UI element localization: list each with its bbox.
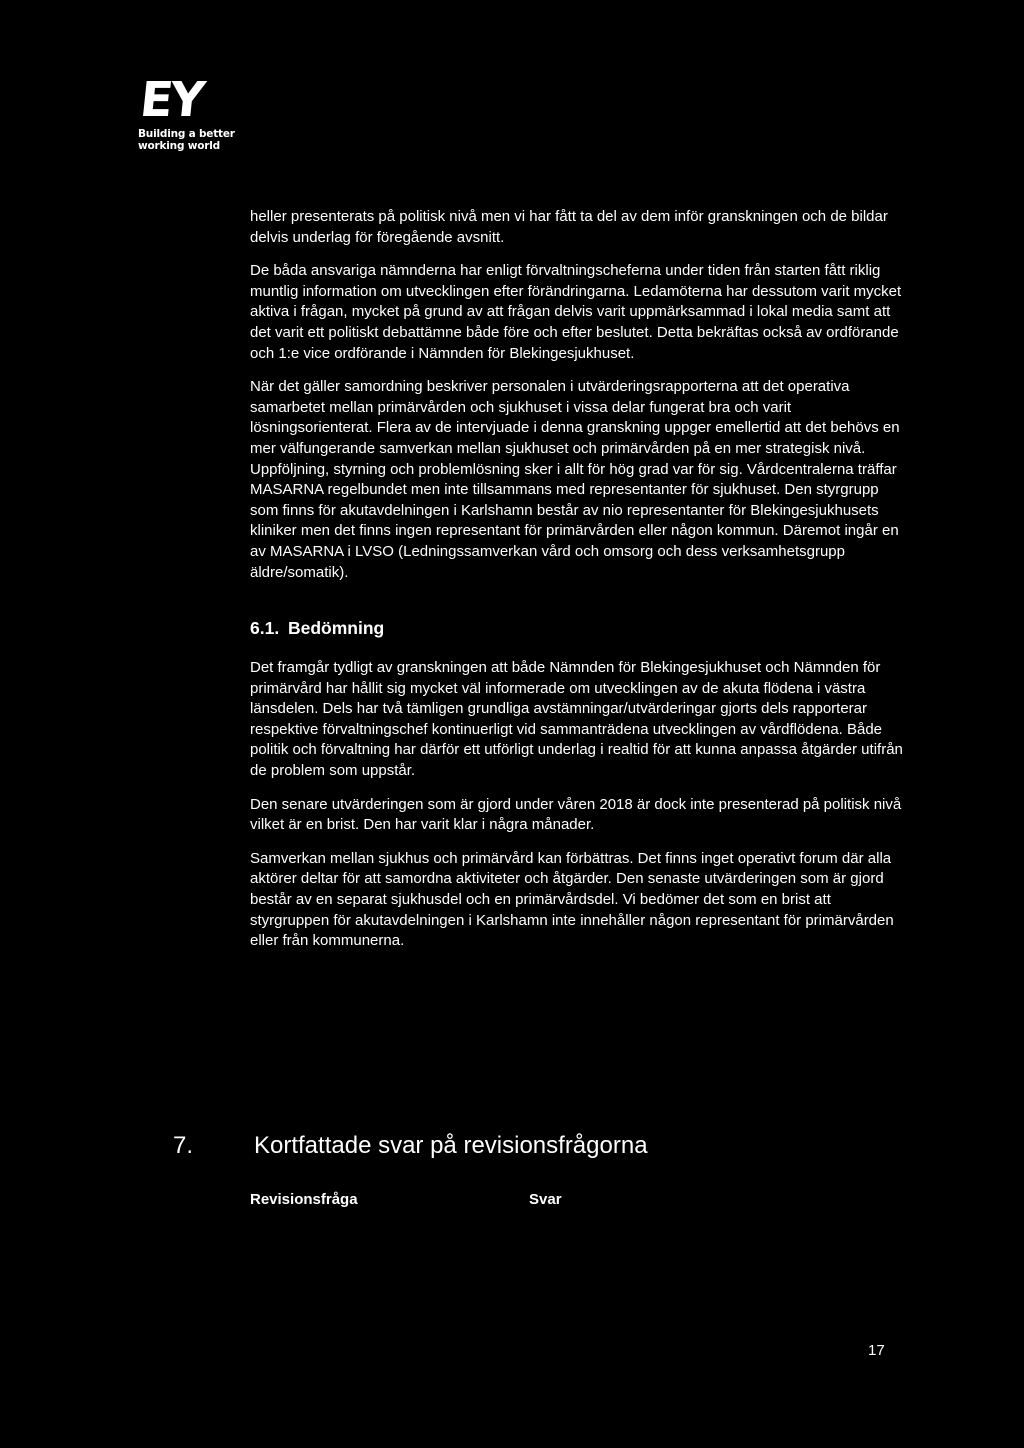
paragraph-assessment-2: Den senare utvärderingen som är gjord under våren 2018 är dock inte presenterad på politisk nivå vilket är en brist. Den har varit klar i några månader. xyxy=(250,795,902,834)
logo-mark: EY xyxy=(137,72,205,128)
paragraph-assessment-3: Samverkan mellan sjukhus och primärvård kan förbättras. Det finns inget operativt forum där alla aktörer deltar för att samordna aktiviteter och åtgärder. Den senaste utvärderingen som är gjord består av en separat sjukhusdel och en primärvårdsdel. Vi bedömer det som en brist att styrgruppen för akutavdelningen i Karlshamn inte innehåller någon representant för primärvården eller från kommunerna. xyxy=(250,849,894,950)
logo-tagline-line1: Building a better xyxy=(138,128,235,140)
page-number: 17 xyxy=(868,1342,885,1359)
paragraph-continuation: heller presenterats på politisk nivå men vi har fått ta del av dem inför granskningen och de bildar delvis underlag för föregående avsnitt. xyxy=(250,208,888,246)
section-number: 7. xyxy=(173,1132,194,1159)
subsection-title: Bedömning xyxy=(288,618,385,639)
ey-logo xyxy=(137,72,268,152)
paragraph-information: De båda ansvariga nämnderna har enligt förvaltningscheferna under tiden från starten fått riklig muntlig information om utvecklingen efter förändringarna. Ledamöterna har dessutom varit mycket aktiva i frågan, mycket på grund av att frågan delvis varit uppmärksammad i lokal media samt att det varit ett politiskt debattämne både före och efter beslutet. Detta bekräftas också av ordförande och 1:e vice ordförande i Nämnden för Blekingesjukhuset. xyxy=(250,262,902,362)
subsection-number: 6.1. xyxy=(250,618,280,639)
section-heading xyxy=(173,1131,648,1161)
paragraph-assessment-1: Det framgår tydligt av granskningen att både Nämnden för Blekingesjukhuset och Nämnden för primärvård har hållit sig mycket väl informerade om utvecklingen av de akuta flödena i västra länsdelen. Dels har två tämligen grundliga avstämningar/utvärderingar gjorts dels rapporterar respektive förvaltningschef kontinuerligt vid sammanträdena utvecklingen av vårdflödena. Både politik och förvaltning har därför ett utförligt underlag i realtid för att kunna anpassa åtgärder utifrån de problem som uppstår. xyxy=(250,659,903,780)
table-header-answer: Svar xyxy=(529,1191,562,1208)
section-title: Kortfattade svar på revisionsfrågorna xyxy=(254,1132,648,1159)
subsection-heading xyxy=(250,617,910,639)
logo-tagline xyxy=(138,128,268,152)
logo-tagline-line2: working world xyxy=(138,140,220,152)
table-header-question: Revisionsfråga xyxy=(250,1191,358,1208)
document-body xyxy=(250,207,910,965)
paragraph-coordination: När det gäller samordning beskriver personalen i utvärderingsrapporterna att det operativa samarbetet mellan primärvården och sjukhuset i vissa delar fungerat bra och varit lösningsorienterat. Flera av de intervjuade i denna granskning uppger emellertid att det behövs en mer välfungerande samverkan mellan sjukhuset och primärvården på en mer strategisk nivå. Uppföljning, styrning och problemlösning sker i allt för hög grad var för sig. Vårdcentralerna träffar MASARNA regelbundet men inte tillsammans med representanter för sjukhuset. Den styrgrupp som finns för akutavdelningen i Karlshamn består av nio representanter för Blekingesjukhusets kliniker men det finns ingen representant för primärvården eller någon kommun. Däremot ingår en av MASARNA i LVSO (Ledningssamverkan vård och omsorg och dess verksamhetsgrupp äldre/somatik). xyxy=(250,378,900,581)
